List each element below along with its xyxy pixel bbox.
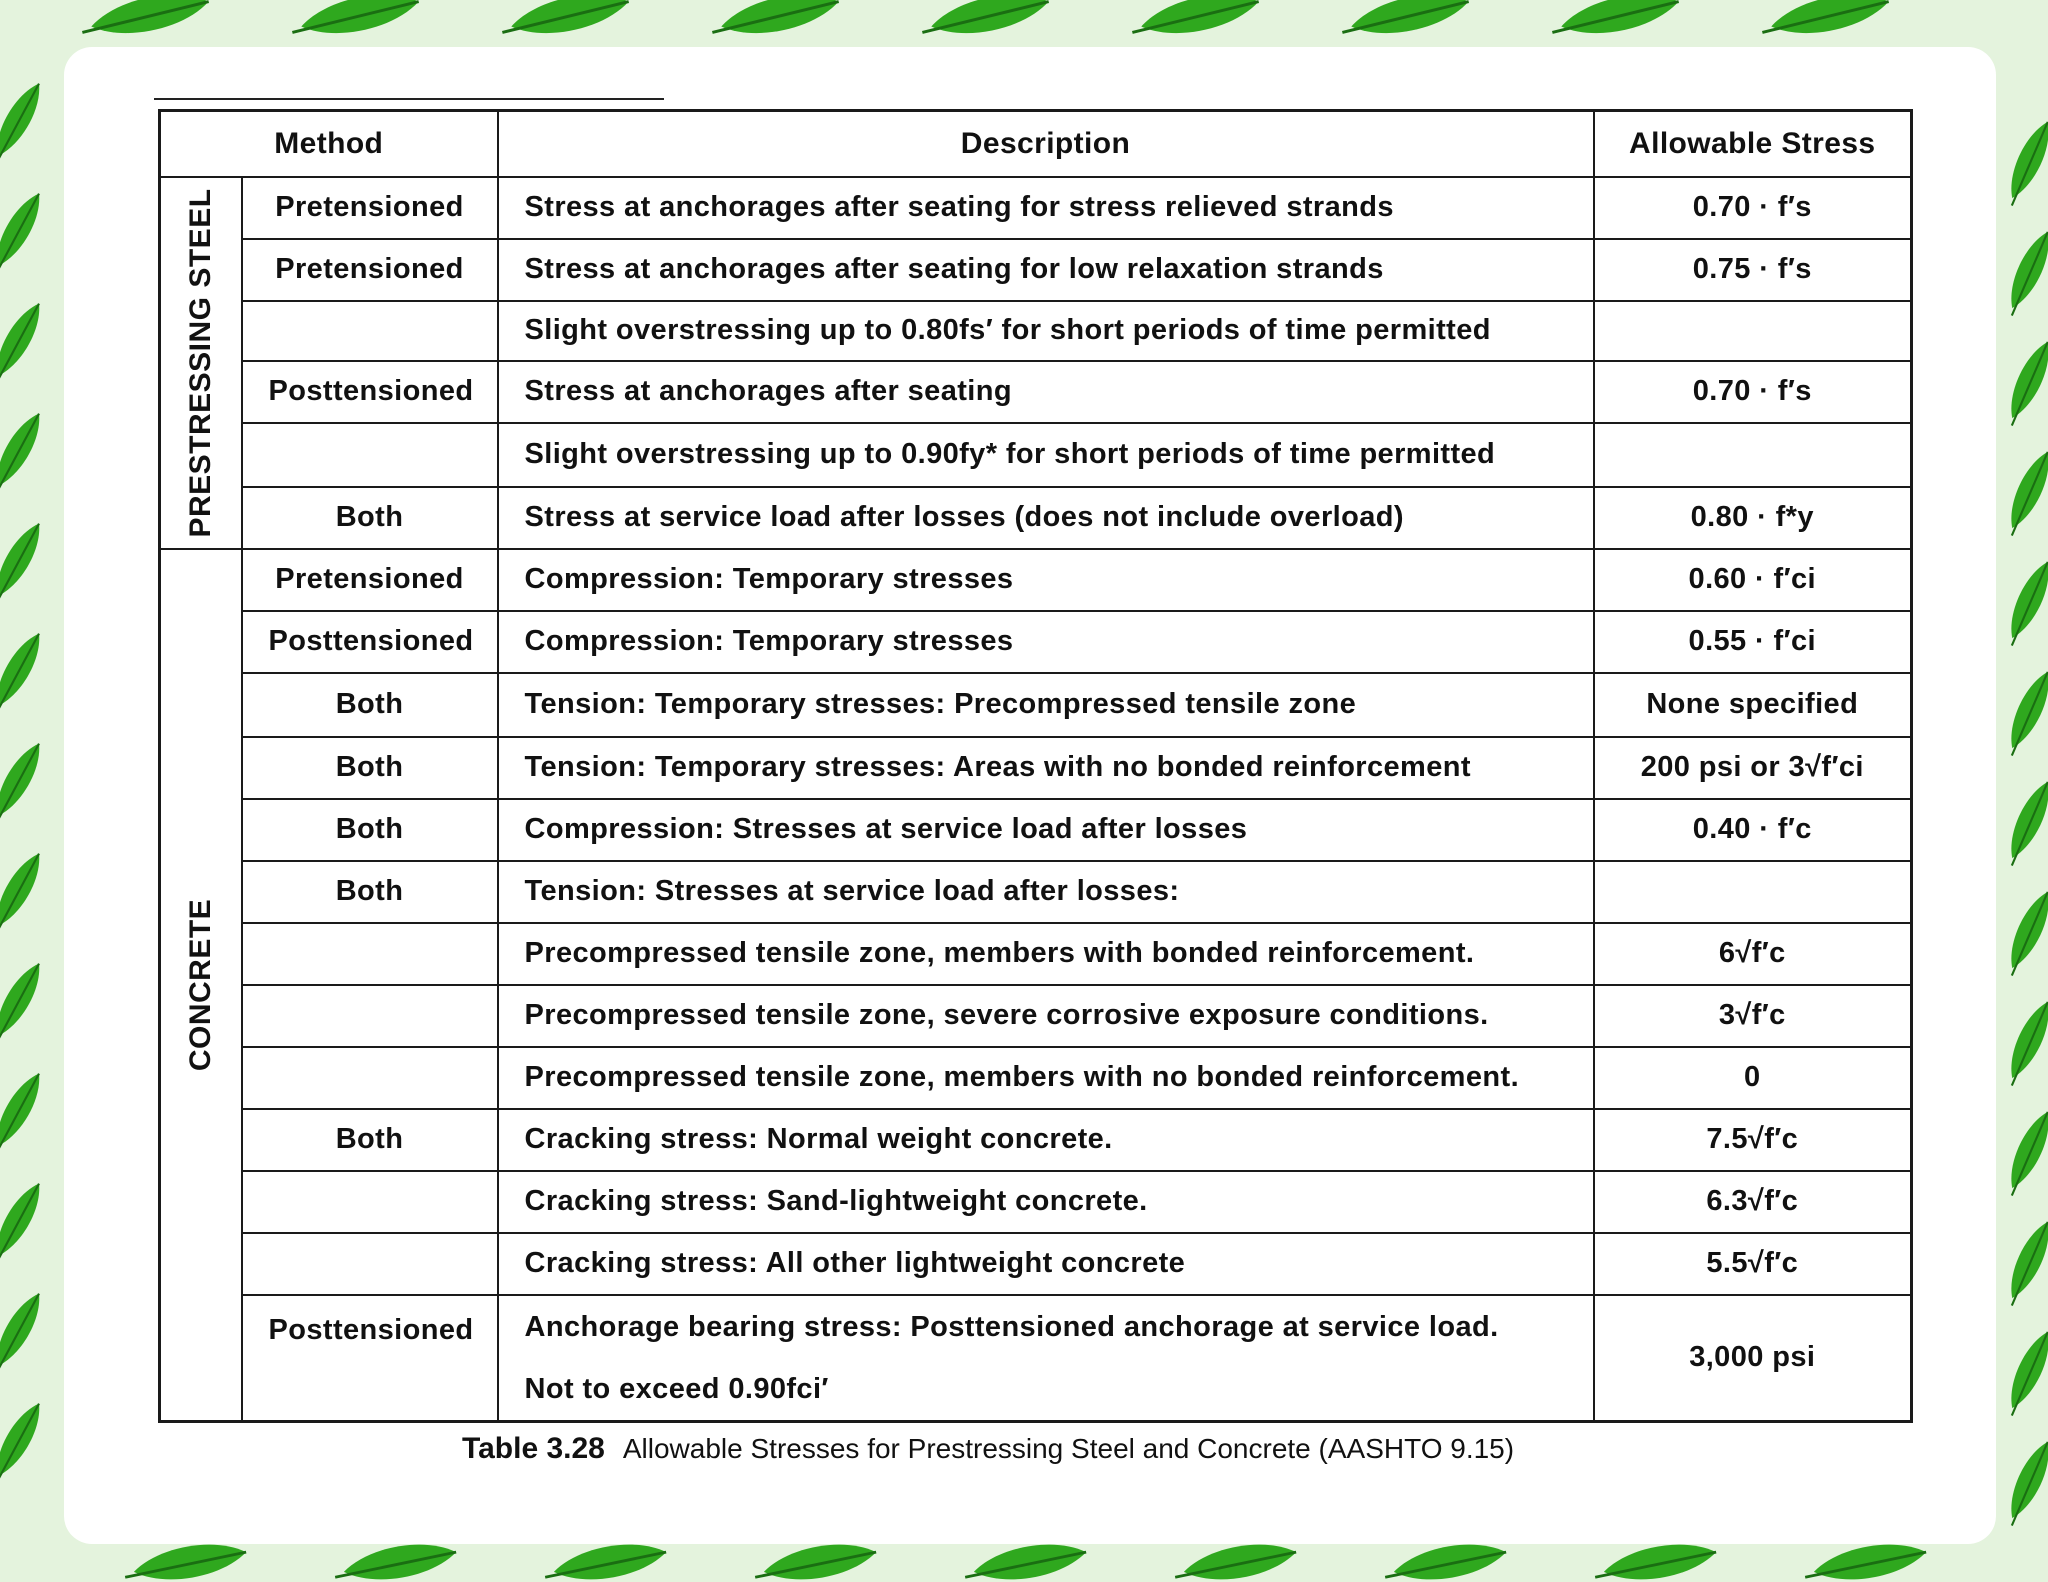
- table-row: [160, 239, 1912, 301]
- leaf-icon: [0, 1398, 49, 1488]
- top-rule: [154, 98, 664, 100]
- leaf-icon: [1999, 1107, 2048, 1199]
- allowable-stress-cell: 0.70 · f′s: [1594, 361, 1912, 423]
- allowable-stress-cell: 200 psi or 3√f′ci: [1594, 737, 1912, 799]
- allowable-stress-cell: 0.60 · f′ci: [1594, 549, 1912, 611]
- allowable-stress-cell: [1594, 423, 1912, 487]
- leaf-icon: [1999, 447, 2048, 539]
- allowable-stress-cell: 6.3√f′c: [1594, 1171, 1912, 1233]
- header-allowable-stress: Allowable Stress: [1594, 111, 1912, 177]
- description-cell: Precompressed tensile zone, members with no bonded reinforcement.: [498, 1047, 1594, 1109]
- table-row: [160, 1109, 1912, 1171]
- leaf-icon: [1999, 1217, 2048, 1309]
- table-row: [160, 737, 1912, 799]
- method-cell: Pretensioned: [242, 177, 498, 239]
- table-row: [160, 1047, 1912, 1109]
- group-label: PRESTRESSING STEEL: [183, 187, 217, 538]
- leaf-icon: [1548, 0, 1682, 45]
- leaf-icon: [0, 848, 49, 938]
- allowable-stress-cell: 3√f′c: [1594, 985, 1912, 1047]
- leaf-icon: [0, 298, 49, 388]
- table-row: [160, 361, 1912, 423]
- table-row: [160, 673, 1912, 737]
- allowable-stress-cell: 3,000 psi: [1594, 1295, 1912, 1422]
- leaf-icon: [0, 628, 49, 718]
- leaf-icon: [1999, 997, 2048, 1089]
- leaf-icon: [1999, 337, 2048, 429]
- leaf-icon: [0, 188, 49, 278]
- leaf-icon: [1999, 667, 2048, 759]
- description-cell: Tension: Stresses at service load after losses:: [498, 861, 1594, 923]
- description-line: Anchorage bearing stress: Posttensioned anchorage at service load.: [524, 1310, 1499, 1343]
- allowable-stress-cell: 6√f′c: [1594, 923, 1912, 985]
- header-description: Description: [498, 111, 1594, 177]
- method-cell: Posttensioned: [242, 361, 498, 423]
- allowable-stress-cell: 0.75 · f′s: [1594, 239, 1912, 301]
- method-cell: [242, 985, 498, 1047]
- method-cell: Both: [242, 799, 498, 861]
- description-cell: Precompressed tensile zone, severe corrosive exposure conditions.: [498, 985, 1594, 1047]
- table-row: [160, 1171, 1912, 1233]
- leaf-icon: [78, 0, 212, 45]
- leaf-icon: [0, 1068, 49, 1158]
- table-row: [160, 1233, 1912, 1295]
- description-cell: Stress at service load after losses (does not include overload): [498, 487, 1594, 549]
- table-row: [160, 1295, 1912, 1422]
- leaf-icon: [1128, 0, 1262, 45]
- description-line: Not to exceed 0.90fci′: [524, 1372, 829, 1405]
- leaf-icon: [1999, 117, 2048, 209]
- description-cell: Stress at anchorages after seating for low relaxation strands: [498, 239, 1594, 301]
- leaf-icon: [1758, 0, 1892, 45]
- leaf-icon: [1999, 227, 2048, 319]
- leaf-icon: [1338, 0, 1472, 45]
- method-cell: Posttensioned: [242, 611, 498, 673]
- allowable-stress-cell: 0.70 · f′s: [1594, 177, 1912, 239]
- method-cell: Posttensioned: [242, 1295, 498, 1422]
- leaf-icon: [498, 0, 632, 45]
- description-cell: Compression: Stresses at service load after losses: [498, 799, 1594, 861]
- table-caption: [462, 1432, 1514, 1466]
- method-cell: [242, 301, 498, 361]
- method-cell: Pretensioned: [242, 239, 498, 301]
- table-row: [160, 799, 1912, 861]
- leaf-icon: [0, 518, 49, 608]
- description-cell: Slight overstressing up to 0.90fy* for short periods of time permitted: [498, 423, 1594, 487]
- leaf-icon: [288, 0, 422, 45]
- description-cell: Stress at anchorages after seating: [498, 361, 1594, 423]
- group-label-cell: [160, 549, 242, 1422]
- allowable-stress-cell: None specified: [1594, 673, 1912, 737]
- method-cell: [242, 1171, 498, 1233]
- method-cell: Both: [242, 861, 498, 923]
- description-cell: Cracking stress: All other lightweight concrete: [498, 1233, 1594, 1295]
- leaf-icon: [1999, 777, 2048, 869]
- method-cell: [242, 1233, 498, 1295]
- description-cell: Slight overstressing up to 0.80fs′ for short periods of time permitted: [498, 301, 1594, 361]
- allowable-stress-cell: [1594, 861, 1912, 923]
- leaf-icon: [0, 738, 49, 828]
- allowable-stress-cell: 0.40 · f′c: [1594, 799, 1912, 861]
- group-label: CONCRETE: [183, 898, 217, 1071]
- table-row: [160, 549, 1912, 611]
- description-cell: Tension: Temporary stresses: Precompressed tensile zone: [498, 673, 1594, 737]
- method-cell: Pretensioned: [242, 549, 498, 611]
- table-row: [160, 301, 1912, 361]
- description-cell: Compression: Temporary stresses: [498, 611, 1594, 673]
- description-cell: [498, 1295, 1594, 1422]
- leaf-icon: [918, 0, 1052, 45]
- header-method: Method: [160, 111, 498, 177]
- caption-number: Table 3.28: [462, 1432, 605, 1465]
- table-row: [160, 487, 1912, 549]
- allowable-stress-cell: 7.5√f′c: [1594, 1109, 1912, 1171]
- leaf-icon: [0, 958, 49, 1048]
- allowable-stress-cell: [1594, 301, 1912, 361]
- leaf-icon: [0, 1178, 49, 1268]
- description-cell: Stress at anchorages after seating for stress relieved strands: [498, 177, 1594, 239]
- leaf-icon: [0, 78, 49, 168]
- method-cell: Both: [242, 1109, 498, 1171]
- group-label-cell: [160, 177, 242, 549]
- allowable-stress-cell: 0.80 · f*y: [1594, 487, 1912, 549]
- table-row: [160, 177, 1912, 239]
- method-cell: Both: [242, 737, 498, 799]
- table-row: [160, 985, 1912, 1047]
- allowable-stress-cell: 0.55 · f′ci: [1594, 611, 1912, 673]
- leaf-icon: [1999, 1437, 2048, 1529]
- description-cell: Compression: Temporary stresses: [498, 549, 1594, 611]
- method-cell: Both: [242, 487, 498, 549]
- allowable-stress-table: [158, 109, 1913, 1423]
- table-row: [160, 923, 1912, 985]
- description-cell: Cracking stress: Normal weight concrete.: [498, 1109, 1594, 1171]
- leaf-icon: [1999, 1327, 2048, 1419]
- allowable-stress-cell: 0: [1594, 1047, 1912, 1109]
- description-cell: Precompressed tensile zone, members with bonded reinforcement.: [498, 923, 1594, 985]
- allowable-stress-cell: 5.5√f′c: [1594, 1233, 1912, 1295]
- method-cell: [242, 1047, 498, 1109]
- leaf-icon: [1999, 887, 2048, 979]
- header-row: [160, 111, 1912, 177]
- leaf-icon: [0, 1288, 49, 1378]
- description-cell: Tension: Temporary stresses: Areas with no bonded reinforcement: [498, 737, 1594, 799]
- caption-text: Allowable Stresses for Prestressing Steel and Concrete (AASHTO 9.15): [622, 1433, 1515, 1464]
- table-row: [160, 611, 1912, 673]
- leaf-icon: [708, 0, 842, 45]
- table-row: [160, 423, 1912, 487]
- table-row: [160, 861, 1912, 923]
- leaf-icon: [0, 408, 49, 498]
- method-cell: [242, 923, 498, 985]
- method-cell: [242, 423, 498, 487]
- leaf-icon: [1999, 557, 2048, 649]
- description-cell: Cracking stress: Sand-lightweight concrete.: [498, 1171, 1594, 1233]
- method-cell: Both: [242, 673, 498, 737]
